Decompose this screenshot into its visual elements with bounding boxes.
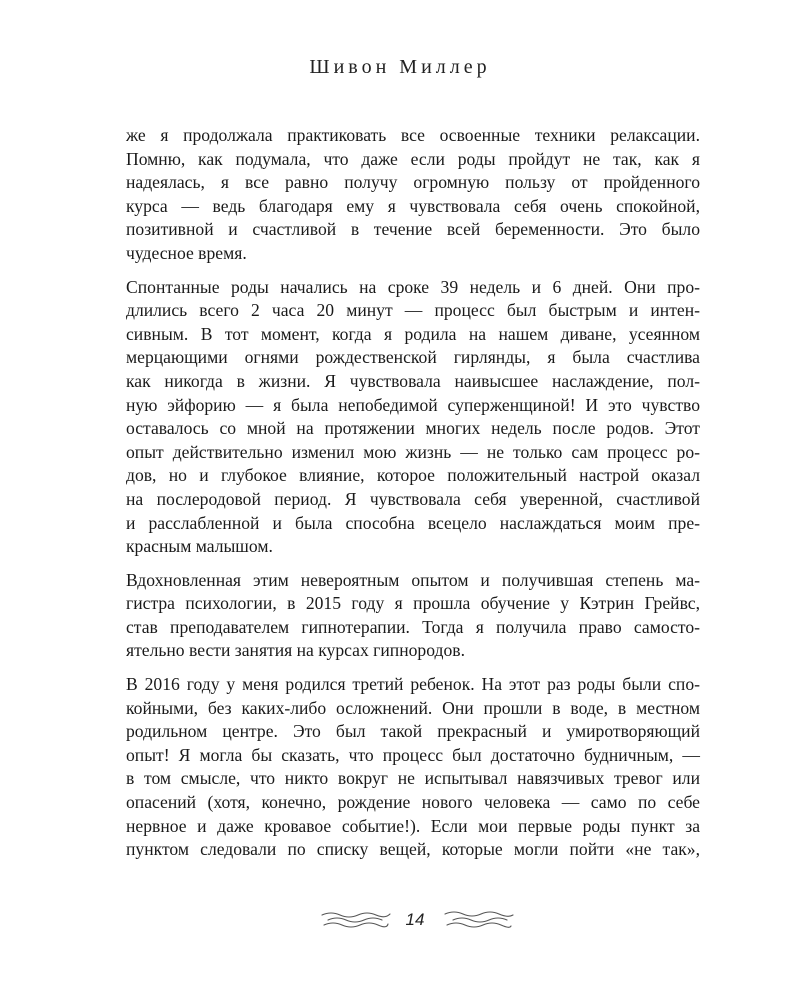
page-footer	[0, 905, 800, 939]
page-number: 14	[405, 910, 425, 929]
text-line: в том смысле, что никто вокруг не испытывал навязчивых тревог или	[126, 768, 700, 789]
paragraph	[126, 124, 700, 266]
wave-ornament-icon	[443, 909, 515, 931]
text-line: опыт! Я могла бы сказать, что процесс был достаточно будничным, —	[126, 744, 700, 765]
text-line: курса — ведь благодаря ему я чувствовала себя очень спокойной,	[126, 195, 700, 216]
text-line: оставалось со мной на протяжении многих недель после родов. Этот	[126, 418, 700, 439]
text-line: на послеродовой период. Я чувствовала себя уверенной, счастливой	[126, 488, 700, 509]
text-line: Спонтанные роды начались на сроке 39 недель и 6 дней. Они про-	[126, 276, 700, 297]
text-line: гистра психологии, в 2015 году я прошла обучение у Кэтрин Грейвс,	[126, 593, 700, 614]
text-line: ятельно вести занятия на курсах гипнородов.	[126, 640, 465, 661]
text-line: ную эйфорию — я была непобедимой суперженщиной! И это чувство	[126, 394, 700, 415]
text-line: Вдохновленная этим невероятным опытом и получившая степень ма-	[126, 569, 700, 590]
text-line: опасений (хотя, конечно, рождение нового человека — само по себе	[126, 792, 700, 813]
wave-ornament-icon	[320, 909, 392, 931]
text-line: В 2016 году у меня родился третий ребенок. На этот раз роды были спо-	[126, 674, 700, 695]
text-line: пунктом следовали по списку вещей, которые могли пойти «не так»,	[126, 839, 700, 860]
text-line: сивным. В тот момент, когда я родила на нашем диване, усеянном	[126, 323, 700, 344]
text-line: красным малышом.	[126, 536, 273, 557]
running-head: Шивон Миллер	[309, 56, 491, 78]
text-line: длились всего 2 часа 20 минут — процесс был быстрым и интен-	[126, 300, 700, 321]
text-line: койными, без каких-либо осложнений. Они прошли в воде, в местном	[126, 697, 700, 718]
text-line: надеялась, я все равно получу огромную пользу от пройденного	[126, 172, 700, 193]
text-line: став преподавателем гипнотерапии. Тогда я получила право самосто-	[126, 616, 700, 637]
text-line: же я продолжала практиковать все освоенные техники релаксации.	[126, 125, 700, 145]
text-line: и расслабленной и была способна всецело наслаждаться моим пре-	[126, 512, 700, 533]
body-text	[126, 124, 700, 872]
text-line: мерцающими огнями рождественской гирлянды, я была счастлива	[126, 347, 700, 368]
text-line: опыт действительно изменил мою жизнь — не только сам процесс ро-	[126, 441, 700, 462]
text-line: Помню, как подумала, что даже если роды пройдут не так, как я	[126, 148, 700, 169]
text-line: нервное и даже кровавое событие!). Если мои первые роды пункт за	[126, 815, 700, 836]
text-line: дов, но и глубокое влияние, которое положительный настрой оказал	[126, 465, 700, 486]
text-line: позитивной и счастливой в течение всей беременности. Это было	[126, 219, 700, 240]
paragraph	[126, 276, 700, 559]
text-line: чудесное время.	[126, 242, 247, 263]
text-line: как никогда в жизни. Я чувствовала наивысшее наслаждение, пол-	[126, 370, 700, 391]
paragraph	[126, 569, 700, 663]
text-line: родильном центре. Это был такой прекрасный и умиротворяющий	[126, 721, 700, 742]
paragraph	[126, 673, 700, 862]
